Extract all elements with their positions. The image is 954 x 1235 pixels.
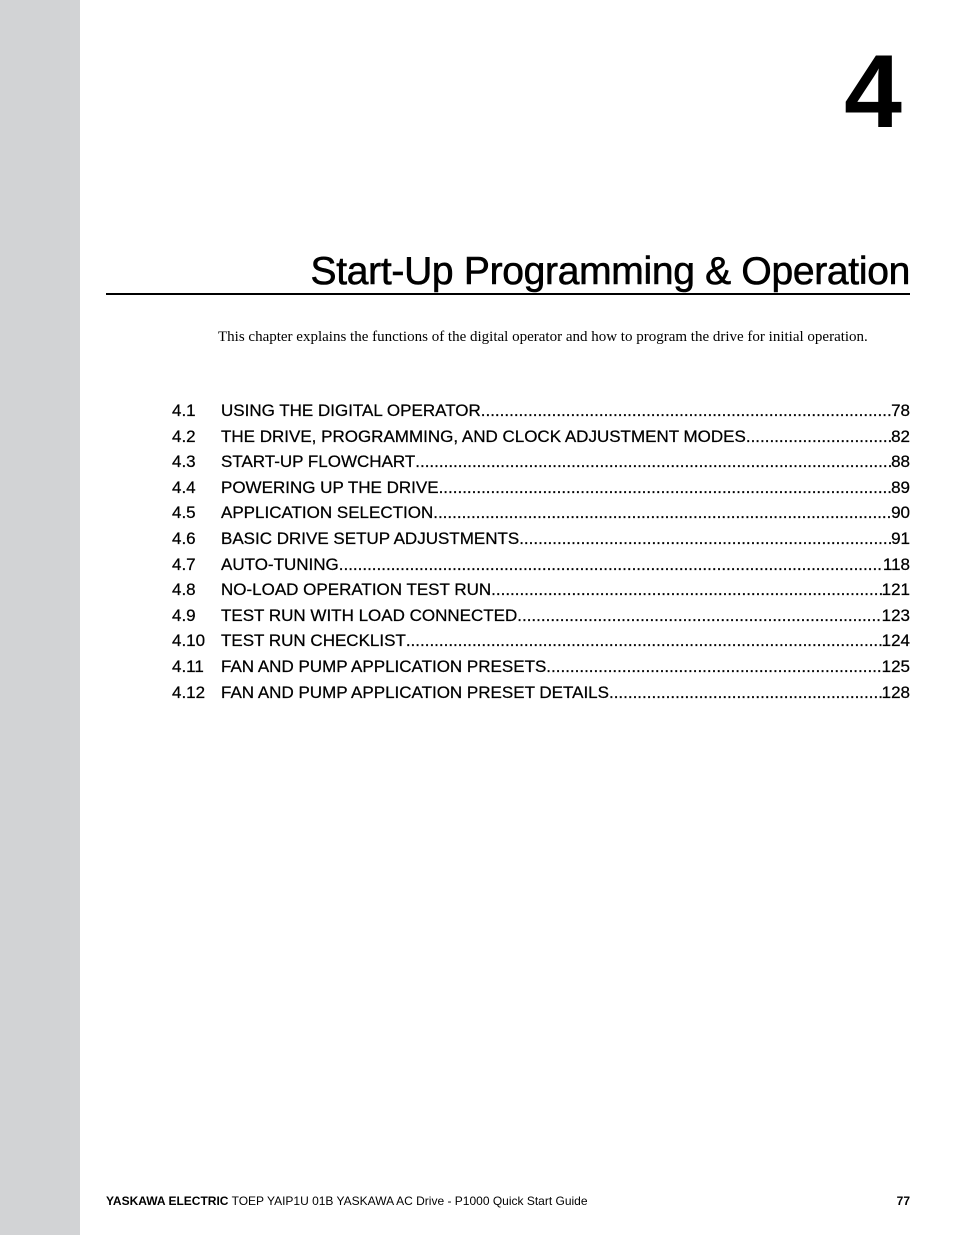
toc-section-title: START-UP FLOWCHART	[221, 452, 416, 472]
footer-brand: YASKAWA ELECTRIC	[106, 1194, 229, 1208]
toc-section-number: 4.6	[172, 528, 196, 548]
toc-section-number: 4.4	[172, 477, 196, 497]
toc-section-title: POWERING UP THE DRIVE	[221, 477, 439, 497]
table-of-contents	[172, 400, 910, 707]
toc-section-number: 4.3	[172, 452, 196, 472]
toc-entry-4-10[interactable]	[172, 630, 910, 656]
footer-page-number: 77	[896, 1194, 910, 1208]
footer-document-title: TOEP YAIP1U 01B YASKAWA AC Drive - P1000 Quick Start Guide	[231, 1194, 588, 1208]
toc-section-title: THE DRIVE, PROGRAMMING, AND CLOCK ADJUSTMENT MODES	[221, 426, 746, 446]
toc-page-number: 123	[881, 605, 910, 625]
toc-dot-leader	[415, 451, 891, 473]
toc-dot-leader	[519, 528, 891, 550]
footer-document-info	[106, 1194, 588, 1208]
toc-page-number: 91	[891, 528, 910, 548]
toc-dot-leader	[746, 426, 891, 448]
toc-page-number: 118	[882, 554, 910, 574]
toc-entry-4-11[interactable]	[172, 656, 910, 682]
toc-entry-4-9[interactable]	[172, 605, 910, 631]
toc-entry-4-1[interactable]	[172, 400, 910, 426]
toc-page-number: 90	[891, 503, 910, 523]
toc-section-title: BASIC DRIVE SETUP ADJUSTMENTS	[221, 528, 520, 548]
toc-page-number: 82	[891, 426, 910, 446]
toc-page-number: 121	[881, 580, 910, 600]
toc-section-number: 4.8	[172, 580, 196, 600]
toc-section-title: APPLICATION SELECTION	[221, 503, 434, 523]
chapter-title: Start-Up Programming & Operation	[310, 250, 910, 293]
toc-page-number: 125	[881, 656, 910, 676]
toc-section-title: TEST RUN CHECKLIST	[221, 631, 406, 651]
toc-dot-leader	[481, 400, 891, 422]
toc-dot-leader	[406, 630, 882, 652]
toc-dot-leader	[609, 682, 882, 704]
toc-dot-leader	[339, 554, 883, 576]
chapter-number: 4	[844, 34, 902, 150]
toc-entry-4-12[interactable]	[172, 682, 910, 708]
toc-page-number: 88	[891, 452, 910, 472]
toc-entry-4-8[interactable]	[172, 579, 910, 605]
toc-section-number: 4.7	[172, 554, 196, 574]
toc-entry-4-3[interactable]	[172, 451, 910, 477]
toc-entry-4-6[interactable]	[172, 528, 910, 554]
page-footer	[106, 1194, 910, 1208]
toc-dot-leader	[546, 656, 881, 678]
toc-entry-4-7[interactable]	[172, 554, 910, 580]
toc-dot-leader	[439, 477, 892, 499]
title-underline	[106, 293, 910, 295]
toc-section-number: 4.2	[172, 426, 196, 446]
toc-page-number: 78	[891, 401, 910, 420]
toc-section-number: 4.10	[172, 631, 206, 651]
toc-dot-leader	[517, 605, 881, 627]
toc-entry-4-2[interactable]	[172, 426, 910, 452]
toc-section-title: USING THE DIGITAL OPERATOR	[221, 401, 481, 420]
toc-page-number: 89	[891, 477, 910, 497]
toc-section-number: 4.11	[172, 656, 204, 676]
toc-section-title: TEST RUN WITH LOAD CONNECTED	[221, 605, 518, 625]
toc-section-number: 4.1	[172, 401, 196, 420]
page-sidebar	[0, 0, 80, 1235]
toc-dot-leader	[491, 579, 881, 601]
toc-dot-leader	[433, 502, 891, 524]
toc-section-number: 4.9	[172, 605, 196, 625]
toc-entry-4-4[interactable]	[172, 477, 910, 503]
toc-section-title: FAN AND PUMP APPLICATION PRESET DETAILS	[221, 682, 609, 702]
toc-page-number: 124	[881, 631, 910, 651]
toc-section-title: NO-LOAD OPERATION TEST RUN	[221, 580, 492, 600]
toc-section-title: AUTO-TUNING	[221, 554, 339, 574]
toc-entry-4-5[interactable]	[172, 502, 910, 528]
toc-section-number: 4.12	[172, 682, 206, 702]
toc-page-number: 128	[881, 682, 910, 702]
chapter-intro: This chapter explains the functions of the digital operator and how to program the drive for initial operation.	[218, 329, 868, 345]
toc-section-number: 4.5	[172, 503, 196, 523]
toc-section-title: FAN AND PUMP APPLICATION PRESETS	[221, 656, 547, 676]
